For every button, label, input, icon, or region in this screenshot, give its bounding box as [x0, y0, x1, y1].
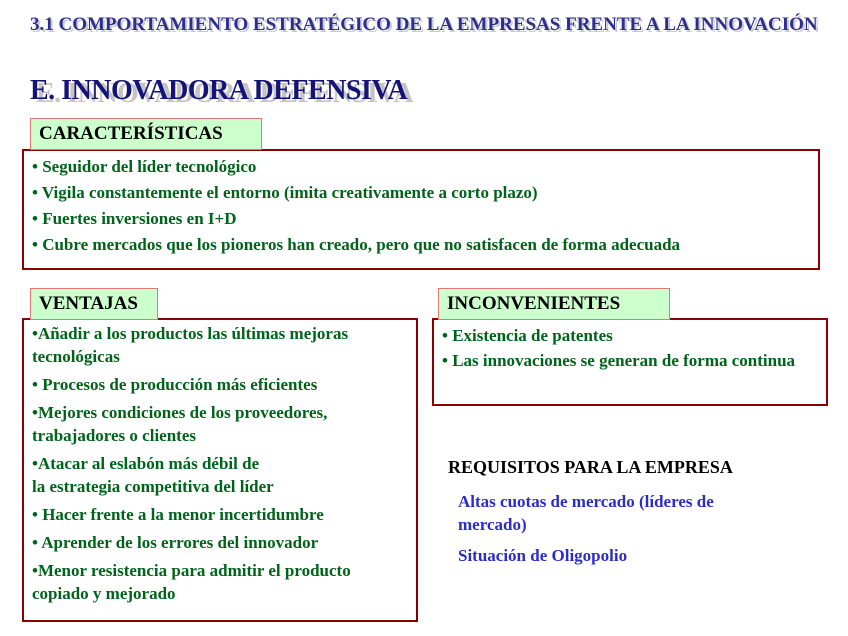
inconvenientes-item: • Existencia de patentes [442, 326, 613, 345]
ventajas-label: VENTAJAS [30, 288, 158, 320]
requisitos-title: REQUISITOS PARA LA EMPRESA [448, 457, 733, 477]
inconvenientes-item: • Las innovaciones se generan de forma continua [442, 351, 796, 370]
caracteristicas-item: • Cubre mercados que los pioneros han creado, pero que no satisfacen de forma adecuada [32, 235, 681, 254]
slide-title: 3.1 COMPORTAMIENTO ESTRATÉGICO DE LA EMPRESAS FRENTE A LA INNOVACIÓN [30, 14, 818, 35]
inconvenientes-label: INCONVENIENTES [438, 288, 670, 320]
caracteristicas-box [22, 149, 820, 270]
slide-subtitle: E. INNOVADORA DEFENSIVA [30, 75, 408, 106]
caracteristicas-item: • Fuertes inversiones en I+D [32, 209, 237, 228]
ventajas-box [22, 318, 418, 622]
caracteristicas-item: • Seguidor del líder tecnológico [32, 157, 257, 176]
ventajas-item: • Procesos de producción más eficientes [32, 375, 318, 394]
caracteristicas-label: CARACTERÍSTICAS [30, 118, 262, 150]
ventajas-item: •Añadir a los productos las últimas mejoras tecnológicas [32, 324, 349, 366]
ventajas-item: •Mejores condiciones de los proveedores, trabajadores o clientes [32, 403, 328, 445]
requisitos-item: Situación de Oligopolio [458, 546, 628, 565]
ventajas-item: •Atacar al eslabón más débil de [32, 454, 260, 473]
ventajas-item: •Menor resistencia para admitir el producto copiado y mejorado [32, 561, 351, 603]
ventajas-item: la estrategia competitiva del líder [32, 477, 274, 496]
requisitos-item: Altas cuotas de mercado (líderes de mercado) [458, 492, 714, 534]
ventajas-item: • Hacer frente a la menor incertidumbre [32, 505, 324, 524]
inconvenientes-box [432, 318, 828, 406]
ventajas-item: • Aprender de los errores del innovador [32, 533, 319, 552]
caracteristicas-item: • Vigila constantemente el entorno (imita creativamente a corto plazo) [32, 183, 538, 202]
